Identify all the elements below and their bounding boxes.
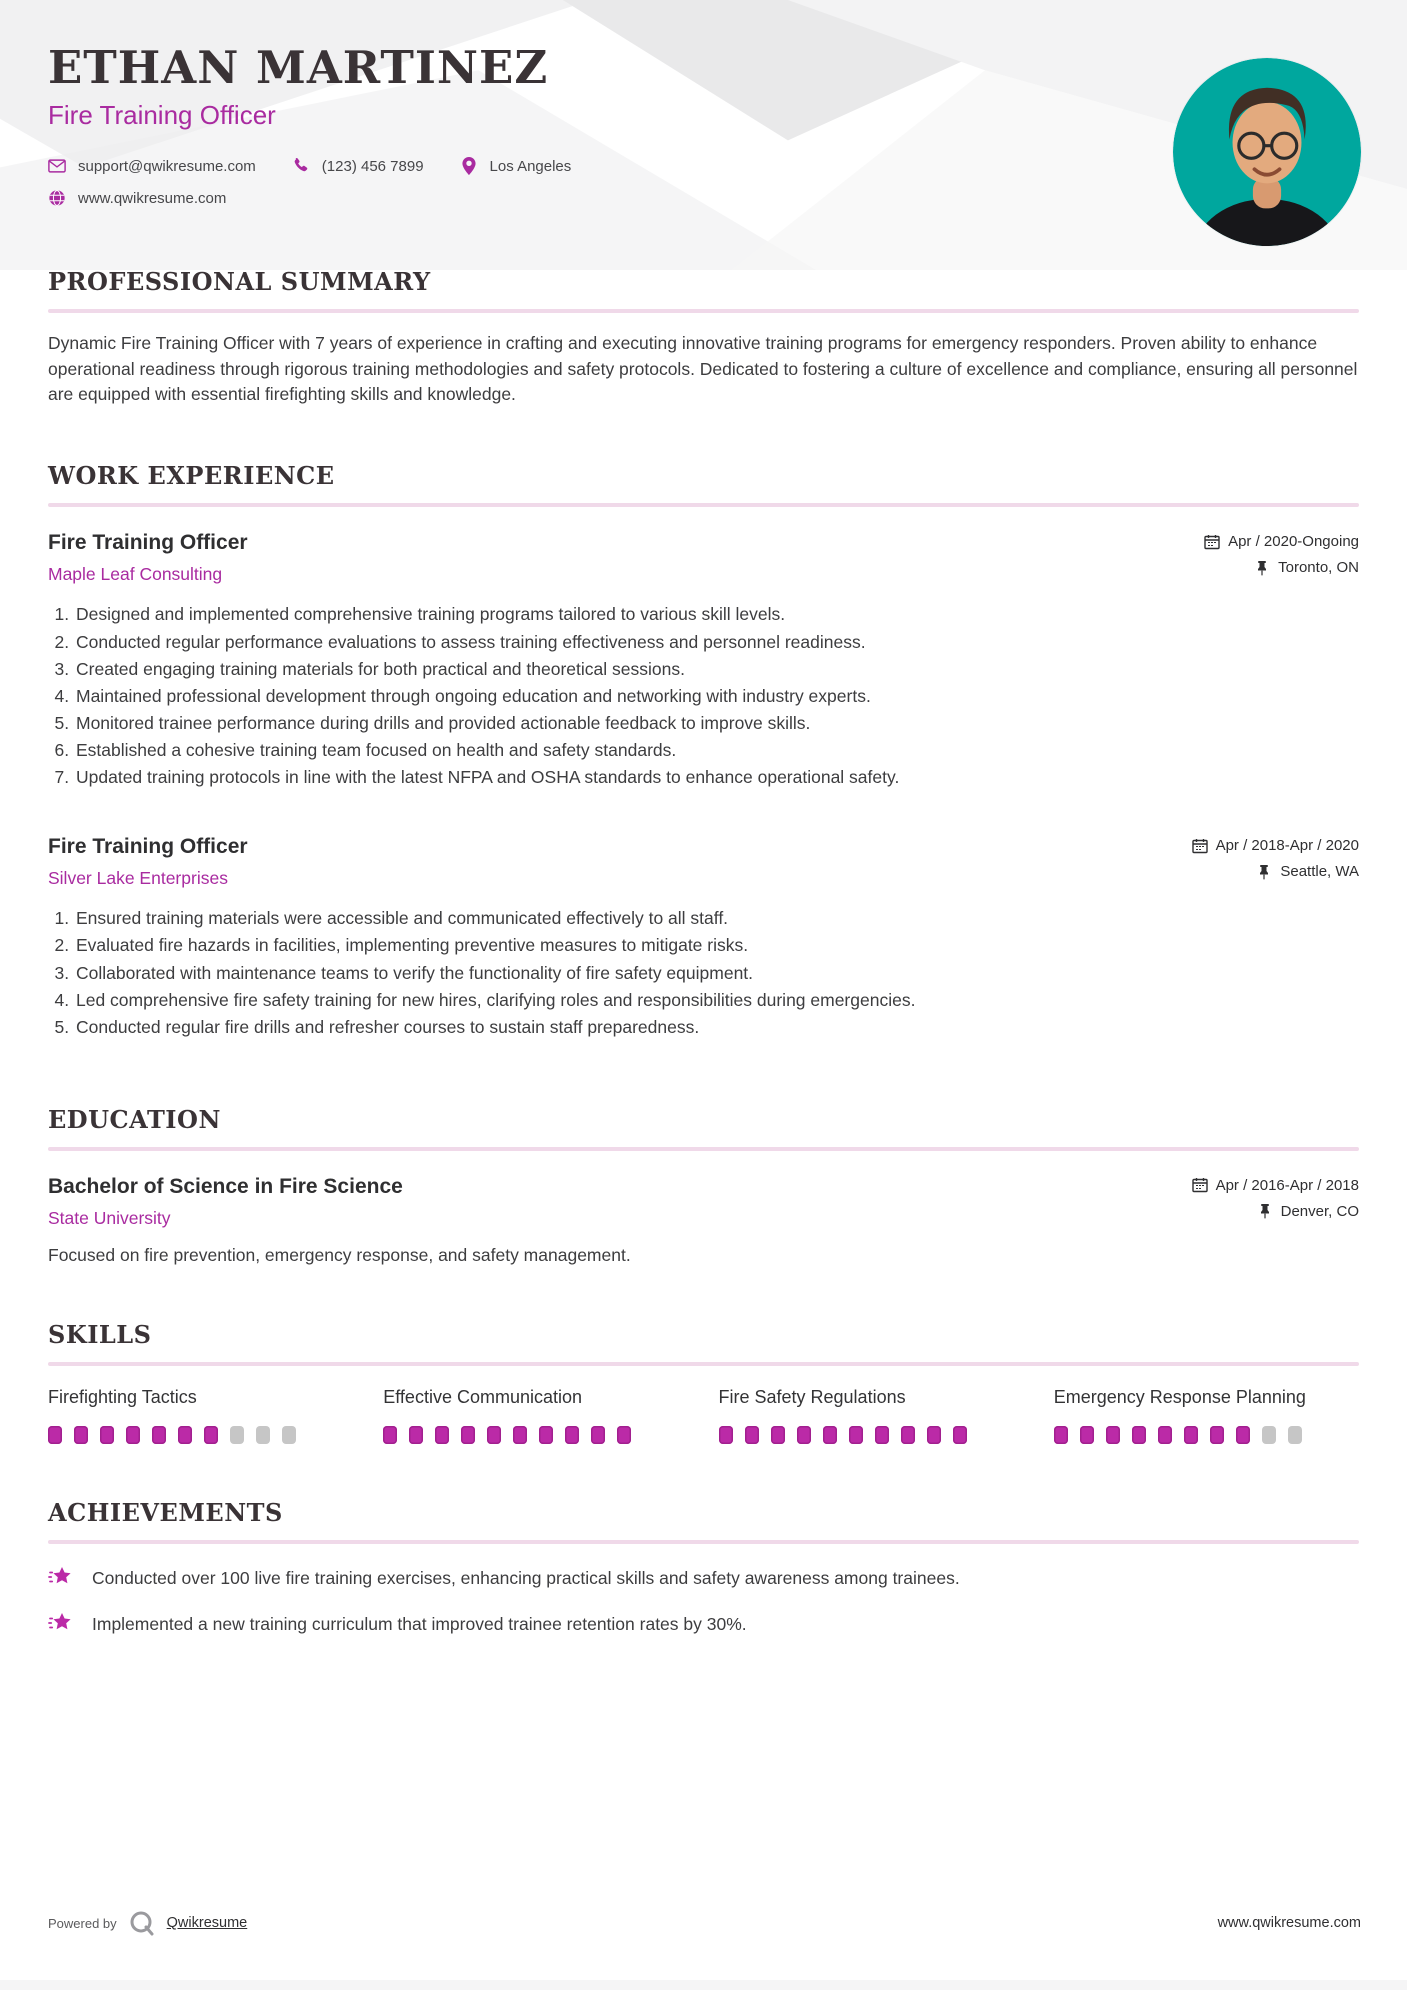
skill-dot [1210,1426,1224,1444]
skill-meter [1054,1426,1359,1444]
contact-phone [292,157,424,175]
job-entry [48,531,1359,791]
contact-email [48,157,256,175]
skill-dot [719,1426,733,1444]
skill-dot [100,1426,114,1444]
job-bullet: 4. Led comprehensive fire safety training for new hires, clarifying roles and responsibilities during emergencies. [74,987,1359,1014]
education-degree: Bachelor of Science in Fire Science [48,1174,403,1198]
job-dates-text: Apr / 2018-Apr / 2020 [1215,837,1359,855]
skill-dot [383,1426,397,1444]
job-bullet: 7. Updated training protocols in line with the latest NFPA and OSHA standards to enhance operational safety. [74,764,1359,791]
job-location [1254,559,1359,576]
skill-dot [1080,1426,1094,1444]
contact-email-text: support@qwikresume.com [78,157,256,175]
qwikresume-link[interactable]: Qwikresume [166,1915,248,1931]
contact-location [460,157,572,175]
job-bullet: 1. Ensured training materials were accessible and communicated effectively to all staff. [74,905,1359,932]
skill-dot [409,1426,423,1444]
job-location [1256,863,1359,880]
job-dates-text: Apr / 2020-Ongoing [1228,533,1359,551]
skill-dot [953,1426,967,1444]
education-entry [48,1175,1359,1266]
pushpin-icon [1256,864,1272,880]
achievement-text: Conducted over 100 live fire training exercises, enhancing practical skills and safety awareness among trainees. [92,1567,960,1588]
job-bullet: 2. Evaluated fire hazards in facilities, implementing preventive measures to mitigate risks. [74,932,1359,959]
skill-dot [204,1426,218,1444]
skill-dot [230,1426,244,1444]
skill-dot [927,1426,941,1444]
skill-name: Firefighting Tactics [48,1386,197,1407]
job-bullet: 3. Created engaging training materials for both practical and theoretical sessions. [74,656,1359,683]
section-skills [48,1320,1359,1444]
skill-dot [901,1426,915,1444]
skill-item [719,1386,1024,1444]
skill-dot [1288,1426,1302,1444]
shooting-star-icon [48,1610,74,1636]
education-heading: EDUCATION [48,1104,221,1134]
profile-photo [1173,58,1361,246]
achievements-heading: ACHIEVEMENTS [48,1497,283,1527]
skill-dot [565,1426,579,1444]
job-bullet: 3. Collaborated with maintenance teams to verify the functionality of fire safety equipment. [74,960,1359,987]
job-bullet: 1. Designed and implemented comprehensive training programs tailored to various skill levels. [74,601,1359,628]
skill-dot [74,1426,88,1444]
achievement-item [48,1566,1359,1591]
skill-dot [617,1426,631,1444]
skill-dot [487,1426,501,1444]
section-divider [48,1540,1359,1544]
section-work-experience [48,461,1359,1041]
job-location-text: Seattle, WA [1280,863,1359,881]
section-achievements [48,1498,1359,1637]
skill-dot [1236,1426,1250,1444]
skill-dot [152,1426,166,1444]
job-bullet-list [48,905,1359,1041]
pushpin-icon [1257,1203,1273,1219]
skill-name: Effective Communication [383,1386,583,1407]
skill-dot [1132,1426,1146,1444]
section-education [48,1105,1359,1266]
calendar-icon [1192,1177,1208,1193]
contact-row-1 [48,157,1359,175]
skill-dot [1106,1426,1120,1444]
skill-dot [849,1426,863,1444]
work-heading: WORK EXPERIENCE [48,461,335,491]
skill-dot [1184,1426,1198,1444]
job-entry [48,835,1359,1041]
skill-dot [823,1426,837,1444]
q-logo-icon [127,1908,157,1938]
calendar-icon [1192,838,1208,854]
skill-dot [539,1426,553,1444]
job-dates [1192,837,1359,854]
calendar-icon [1204,534,1220,550]
job-location-text: Toronto, ON [1278,559,1359,577]
shooting-star-icon [48,1564,74,1590]
skill-meter [48,1426,353,1444]
job-bullet: 2. Conducted regular performance evaluations to assess training effectiveness and personnel readiness. [74,629,1359,656]
skill-dot [282,1426,296,1444]
education-location [1257,1203,1359,1220]
summary-heading: PROFESSIONAL SUMMARY [48,267,431,297]
job-dates [1204,533,1359,550]
education-dates-text: Apr / 2016-Apr / 2018 [1215,1176,1359,1194]
skills-heading: SKILLS [48,1319,152,1349]
contact-location-text: Los Angeles [489,157,572,175]
achievement-item [48,1612,1359,1637]
envelope-icon [48,157,66,175]
section-divider [48,309,1359,313]
job-role: Fire Training Officer [48,835,248,859]
skill-meter [383,1426,688,1444]
footer [48,1908,1361,1938]
section-divider [48,1147,1359,1151]
section-divider [48,503,1359,507]
skill-dot [256,1426,270,1444]
section-divider [48,1362,1359,1366]
job-bullet: 6. Established a cohesive training team focused on health and safety standards. [74,737,1359,764]
skill-meter [719,1426,1024,1444]
globe-icon [48,189,66,207]
skill-dot [435,1426,449,1444]
section-professional-summary [48,267,1359,407]
summary-text: Dynamic Fire Training Officer with 7 years of experience in crafting and executing innovative training programs for emergency responders. Proven ability to enhance operational readiness through rigorous training methodologies and safety protocols. Dedicated to fostering a culture of excellence and compliance, ensuring all personnel are equipped with essential firefighting skills and knowledge. [48,333,1358,404]
job-role: Fire Training Officer [48,531,248,555]
skill-dot [1158,1426,1172,1444]
person-job-title: Fire Training Officer [48,100,276,131]
person-name: ETHAN MARTINEZ [48,41,549,94]
skill-item [383,1386,688,1444]
location-pin-icon [460,157,478,175]
contact-row-2 [48,189,1359,207]
skills-grid [48,1386,1359,1444]
skill-name: Fire Safety Regulations [718,1386,906,1407]
contact-website [48,189,226,207]
skill-dot [48,1426,62,1444]
skill-dot [591,1426,605,1444]
skill-dot [771,1426,785,1444]
job-bullet-list [48,601,1359,791]
pushpin-icon [1254,560,1270,576]
job-bullet: 5. Monitored trainee performance during drills and provided actionable feedback to improve skills. [74,710,1359,737]
job-bullet: 5. Conducted regular fire drills and refresher courses to sustain staff preparedness. [74,1014,1359,1041]
contact-website-text: www.qwikresume.com [78,189,227,207]
skill-item [1054,1386,1359,1444]
contact-phone-text: (123) 456 7899 [321,157,424,175]
header [48,0,1359,207]
bottom-strip [0,1980,1407,1990]
job-company: Maple Leaf Consulting [48,564,223,585]
education-location-text: Denver, CO [1280,1202,1359,1220]
skill-name: Emergency Response Planning [1053,1386,1306,1407]
skill-dot [745,1426,759,1444]
footer-website-link[interactable]: www.qwikresume.com [1217,1915,1361,1931]
skill-dot [126,1426,140,1444]
skill-dot [875,1426,889,1444]
education-school: State University [48,1207,171,1228]
powered-by-label: Powered by [48,1915,117,1931]
skill-dot [178,1426,192,1444]
achievements-list [48,1566,1359,1637]
job-company: Silver Lake Enterprises [48,868,228,889]
skill-item [48,1386,353,1444]
job-bullet: 4. Maintained professional development through ongoing education and networking with industry experts. [74,683,1359,710]
education-dates [1192,1177,1359,1194]
profile-photo-illustration [1173,58,1361,246]
skill-dot [513,1426,527,1444]
phone-icon [292,157,310,175]
skill-dot [461,1426,475,1444]
education-description: Focused on fire prevention, emergency response, and safety management. [48,1244,631,1265]
skill-dot [1054,1426,1068,1444]
skill-dot [797,1426,811,1444]
achievement-text: Implemented a new training curriculum that improved trainee retention rates by 30%. [92,1614,747,1635]
skill-dot [1262,1426,1276,1444]
